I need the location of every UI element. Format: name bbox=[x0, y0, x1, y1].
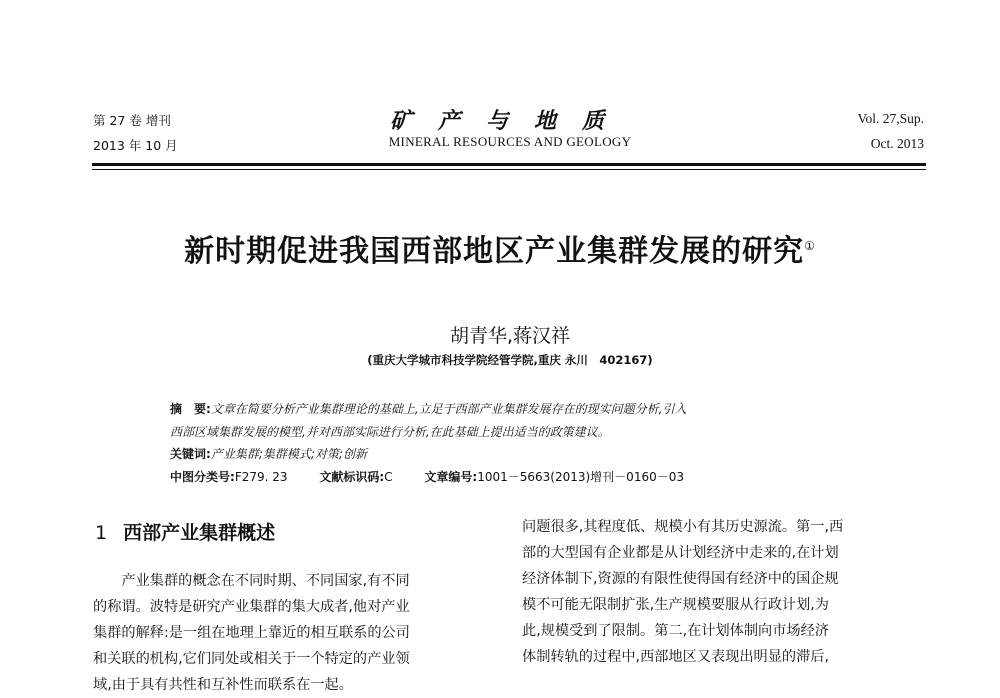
volume-en: Vol. 27,Sup. bbox=[857, 111, 924, 126]
article-no-label: 文章编号: bbox=[424, 470, 478, 484]
keywords-label: 关键词: bbox=[170, 447, 211, 461]
right-line: 体制转轨的过程中,西部地区又表现出明显的滞后, bbox=[522, 649, 829, 665]
abstract-text-1: 文章在简要分析产业集群理论的基础上,立足于西部产业集群发展存在的现实问题分析,引入 bbox=[210, 402, 687, 416]
clc-value: F279. 23 bbox=[234, 470, 288, 484]
doc-code-field bbox=[319, 470, 392, 484]
left-line: 产业集群的概念在不同时期、不同国家,有不同 bbox=[93, 573, 410, 589]
clc-field bbox=[170, 470, 288, 484]
abstract-line-1 bbox=[170, 398, 850, 421]
right-line: 此,规模受到了限制。第二,在计划体制向市场经济 bbox=[522, 623, 829, 639]
header-rule-thin bbox=[92, 169, 926, 170]
paper-title bbox=[60, 226, 940, 270]
left-line: 和关联的机构,它们同处或相关于一个特定的产业领 bbox=[93, 651, 410, 667]
right-line: 经济体制下,资源的有限性使得国有经济中的国企规 bbox=[522, 571, 839, 587]
header-rule-thick bbox=[92, 163, 926, 166]
clc-label: 中图分类号: bbox=[170, 470, 235, 484]
title-footnote-mark: ① bbox=[804, 239, 816, 253]
date-en: Oct. 2013 bbox=[870, 136, 924, 151]
section-heading bbox=[95, 518, 275, 545]
left-line: 的称谓。波特是研究产业集群的集大成者,他对产业 bbox=[93, 599, 410, 615]
journal-title-en: MINERAL RESOURCES AND GEOLOGY bbox=[388, 134, 632, 149]
abstract-label: 摘 要: bbox=[170, 402, 211, 416]
article-no-value: 1001－5663(2013)增刊－0160－03 bbox=[477, 470, 684, 484]
right-line: 问题很多,其程度低、规模小有其历史源流。第一,西 bbox=[522, 519, 844, 535]
right-line: 模不可能无限制扩张,生产规模要服从行政计划,为 bbox=[522, 597, 829, 613]
abstract-text-2: 西部区域集群发展的模型,并对西部实际进行分析,在此基础上提出适当的政策建议。 bbox=[170, 425, 610, 439]
keywords: 产业集群;集群模式;对策;创新 bbox=[210, 447, 367, 461]
section-title: 西部产业集群概述 bbox=[123, 522, 276, 544]
right-line: 部的大型国有企业都是从计划经济中走来的,在计划 bbox=[522, 545, 839, 561]
abstract-block bbox=[170, 398, 850, 444]
left-line: 域,由于具有共性和互补性而联系在一起。 bbox=[93, 677, 353, 693]
date-cn: 2013 年 10 月 bbox=[93, 138, 178, 153]
volume-cn: 第 27 卷 增刊 bbox=[93, 113, 171, 128]
paper-title-text: 新时期促进我国西部地区产业集群发展的研究 bbox=[184, 234, 805, 269]
article-no-field bbox=[424, 470, 684, 484]
affiliation: (重庆大学城市科技学院经管学院,重庆 永川 402167) bbox=[367, 353, 653, 367]
doc-code-label: 文献标识码: bbox=[319, 470, 385, 484]
left-column bbox=[93, 568, 498, 698]
authors: 胡青华,蒋汉祥 bbox=[449, 325, 571, 347]
right-column bbox=[522, 514, 927, 670]
journal-title-cn: 矿产与地质 bbox=[389, 108, 630, 134]
keywords-row bbox=[170, 445, 367, 462]
left-line: 集群的解释:是一组在地理上靠近的相互联系的公司 bbox=[93, 625, 410, 641]
section-number: 1 bbox=[95, 522, 108, 544]
classification-row bbox=[170, 468, 712, 485]
doc-code-value: C bbox=[384, 470, 393, 484]
